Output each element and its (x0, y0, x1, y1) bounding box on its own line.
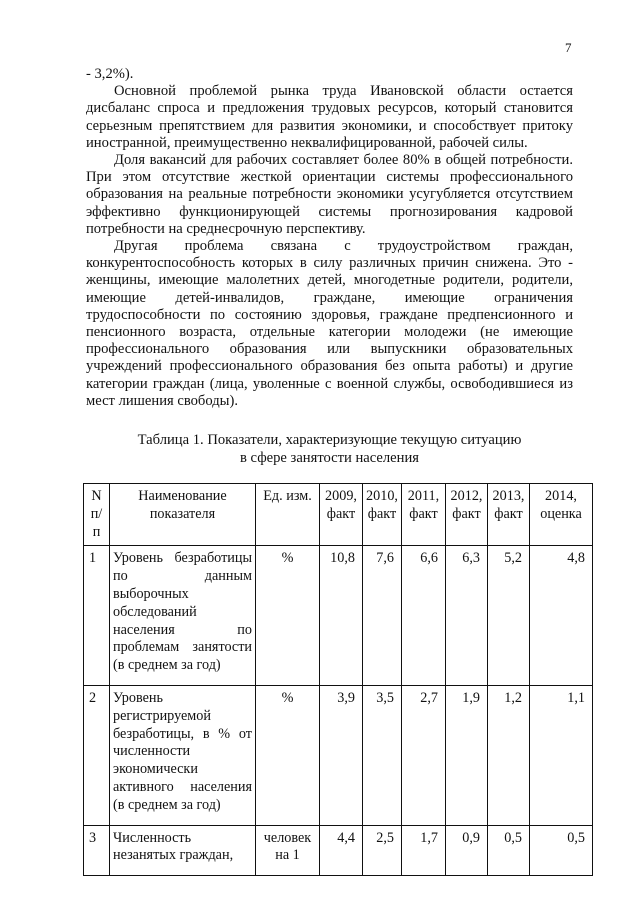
header-2011: 2011, факт (402, 484, 446, 546)
table-caption-line: в сфере занятости населения (240, 449, 419, 466)
row-number: 2 (84, 685, 110, 825)
unit-cell: % (256, 685, 320, 825)
value-2011: 1,7 (402, 825, 446, 876)
header-name: Наименование показателя (110, 484, 256, 546)
value-2012: 6,3 (446, 546, 488, 686)
table-caption-line: Таблица 1. Показатели, характеризующие текущую ситуацию (137, 432, 522, 448)
value-2012: 1,9 (446, 685, 488, 825)
indicator-name: Уровень безработицы по данным выборочных обследований населения по проблемам занятости (в среднем за год) (110, 546, 256, 686)
table-row (84, 825, 593, 876)
value-2009: 3,9 (320, 685, 363, 825)
value-2009: 4,4 (320, 825, 363, 876)
value-2014: 4,8 (530, 546, 593, 686)
value-2010: 7,6 (363, 546, 402, 686)
paragraph: Основной проблемой рынка труда Ивановской области остается дисбаланс спроса и предложения трудовых ресурсов, который становится серьезным препятствием для развития экономики, и способствует притоку иностранной, преимущественно неквалифицированной, рабочей силы. (86, 83, 573, 151)
header-2014: 2014, оценка (530, 484, 593, 546)
value-2014: 0,5 (530, 825, 593, 876)
value-2014: 1,1 (530, 685, 593, 825)
header-2013: 2013, факт (488, 484, 530, 546)
page-number: 7 (565, 40, 572, 55)
header-2009: 2009, факт (320, 484, 363, 546)
header-unit: Ед. изм. (256, 484, 320, 546)
paragraph: Доля вакансий для рабочих составляет более 80% в общей потребности. При этом отсутствие жесткой ориентации системы профессионального образования на реальные потребности экономики усугубляется отсутствием эффективно функционирующей системы прогнозирования кадровой потребности на среднесрочную перспективу. (86, 152, 573, 237)
value-2010: 3,5 (363, 685, 402, 825)
indicators-table (83, 483, 593, 876)
paragraph: - 3,2%). (86, 66, 134, 82)
table-header-row (84, 484, 593, 546)
value-2012: 0,9 (446, 825, 488, 876)
value-2013: 1,2 (488, 685, 530, 825)
unit-cell: % (256, 546, 320, 686)
value-2013: 0,5 (488, 825, 530, 876)
table-row (84, 546, 593, 686)
header-2010: 2010, факт (363, 484, 402, 546)
indicator-name: Уровень регистрируемой безработицы, в % от численности экономически активного населения (в среднем за год) (110, 685, 256, 825)
row-number: 1 (84, 546, 110, 686)
paragraph: Другая проблема связана с трудоустройством граждан, конкурентоспособность которых в силу различных причин снижена. Это - женщины, имеющие малолетних детей, многодетные родители, родители, имеющие детей-инвалидов, граждане, имеющие ограничения трудоспособности по состоянию здоровья, граждане предпенсионного и пенсионного возраста, отдельные категории молодежи (не имеющие профессионального образования или выпускники образовательных учреждений профессионального образования без опыта работы) и другие категории граждан (лица, уволенные с военной службы, освободившиеся из мест лишения свободы). (86, 238, 573, 409)
value-2013: 5,2 (488, 546, 530, 686)
unit-cell: человек на 1 (256, 825, 320, 876)
header-2012: 2012, факт (446, 484, 488, 546)
table-caption (86, 432, 573, 467)
row-number: 3 (84, 825, 110, 876)
body-text (86, 66, 573, 410)
value-2009: 10,8 (320, 546, 363, 686)
value-2010: 2,5 (363, 825, 402, 876)
value-2011: 2,7 (402, 685, 446, 825)
value-2011: 6,6 (402, 546, 446, 686)
header-num: N п/п (84, 484, 110, 546)
indicator-name: Численность незанятых граждан, (110, 825, 256, 876)
table-row (84, 685, 593, 825)
